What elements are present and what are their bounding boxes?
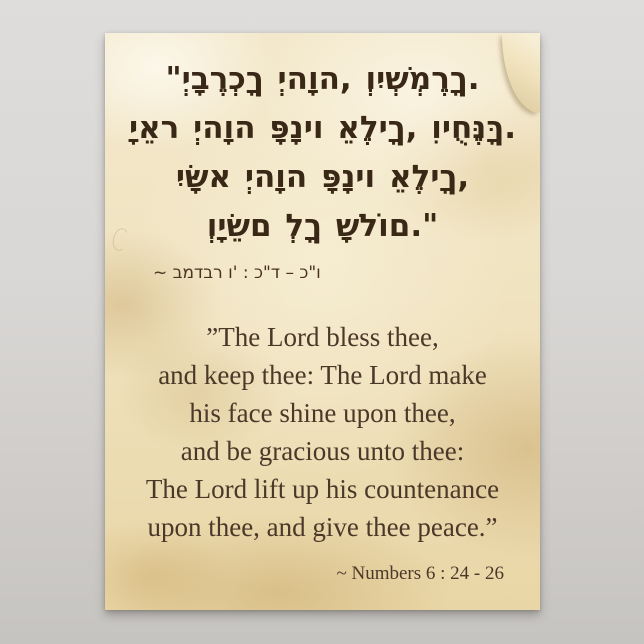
english-reference: ~ Numbers 6 : 24 - 26 (336, 563, 504, 584)
english-verse-line: ”The Lord bless thee, (206, 322, 439, 352)
hebrew-verse-line: "יְבָרֶכְךָ יְהוָה, וְיִשְׁמְרֶךָ. (165, 61, 480, 97)
english-verse-block (105, 318, 540, 546)
hebrew-verse-block (105, 55, 540, 251)
hebrew-verse-line: יִשָּׂא יְהוָה פָּנָיו אֵלֶיךָ, (175, 159, 470, 195)
hebrew-reference: ~ במדבר ו' : כ"ד – כ"ו (153, 263, 321, 283)
english-verse-line: and keep thee: The Lord make (158, 360, 487, 390)
english-verse-line: The Lord lift up his countenance (145, 474, 500, 504)
english-verse-line: upon thee, and give thee peace.” (147, 512, 498, 542)
hebrew-verse-line: וְיָשֵׂם לְךָ שָׁלוֹם." (206, 208, 439, 244)
hebrew-verse-line: יָאֵר יְהוָה פָּנָיו אֵלֶיךָ, וִיחֻנֶּךָּ. (128, 110, 517, 146)
parchment-poster (105, 33, 540, 610)
english-verse-line: and be gracious unto thee: (180, 436, 465, 466)
english-verse-line: his face shine upon thee, (189, 398, 456, 428)
